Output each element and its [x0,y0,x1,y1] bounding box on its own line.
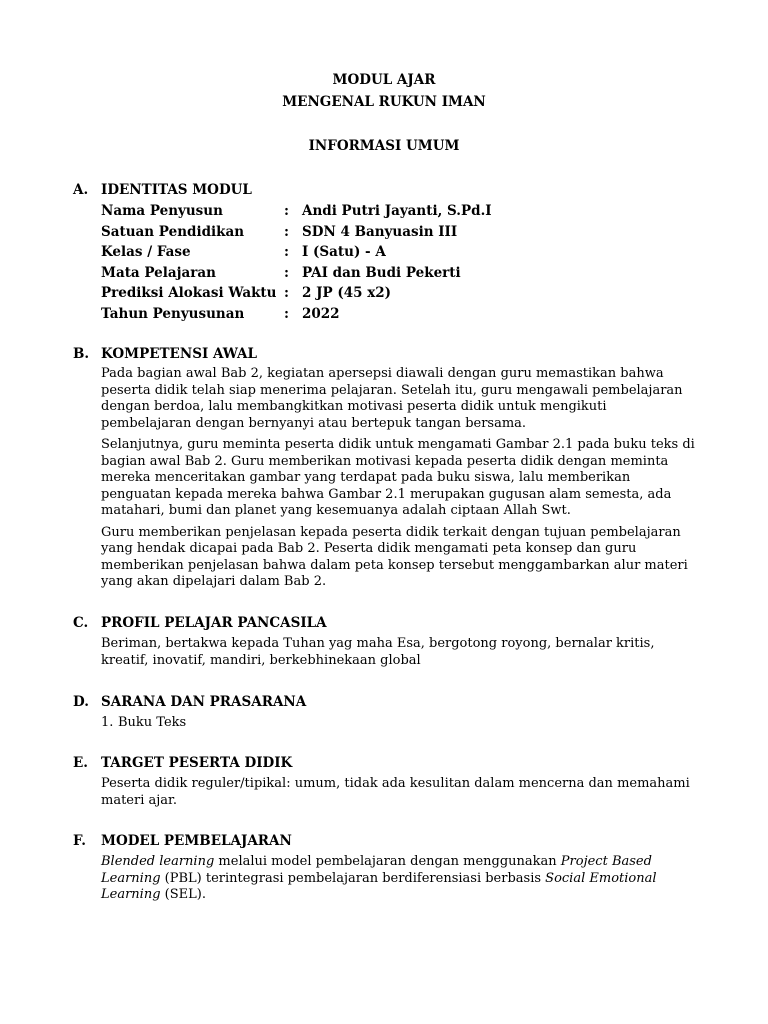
section-a-letter: A. [73,182,89,198]
module-subtitle: MENGENAL RUKUN IMAN [282,94,486,110]
identity-value: SDN 4 Banyuasin III [302,223,458,240]
identity-label: Tahun Penyusunan [101,305,245,322]
text-run: melalui model pembelajaran dengan menggunakan [214,854,561,869]
general-info-heading: INFORMASI UMUM [308,138,460,154]
text-run: (PBL) terintegrasi pembelajaran berdiferensiasi berbasis [160,870,546,886]
identity-label: Kelas / Fase [101,244,191,260]
section-d-title: SARANA DAN PRASARANA [101,694,307,710]
section-d-body [101,715,701,732]
italic-term: Social Emotional Learning [101,870,657,902]
italic-term: Project Based Learning [101,854,652,886]
identity-colon: : [284,305,289,322]
section-d-letter: D. [73,694,89,710]
section-e-title: TARGET PESERTA DIDIK [101,755,293,771]
identity-row [101,285,492,306]
identity-row [101,244,492,265]
identity-value: 2022 [302,305,340,322]
section-b-title: KOMPETENSI AWAL [101,346,258,362]
identity-value: 2 JP (45 x2) [302,285,392,301]
identity-row [101,203,492,224]
identity-colon: : [284,203,289,219]
identity-row [101,265,492,286]
section-e-letter: E. [73,755,88,771]
identity-label: Satuan Pendidikan [101,223,245,240]
paragraph: Guru memberikan penjelasan kepada peserta didik terkait dengan tujuan pembelajaran yang hendak dicapai pada Bab 2. Peserta didik mengamati peta konsep dan guru memberikan penjelasan bahwa dalam peta konsep tersebut menggambarkan alur materi yang akan dipelajari dalam Bab 2. [101,524,688,589]
italic-term: Blended learning [101,854,215,869]
identity-colon: : [284,223,289,240]
identity-value: Andi Putri Jayanti, S.Pd.I [302,203,492,219]
identity-label: Nama Penyusun [101,203,223,219]
identity-colon: : [284,285,289,301]
section-c-title: PROFIL PELAJAR PANCASILA [101,615,327,631]
text-run: (SEL). [160,887,206,902]
identity-row [101,306,492,327]
section-b-letter: B. [73,346,90,362]
list-item [101,715,701,732]
identity-colon: : [284,244,289,260]
list-text: Buku Teks [118,715,187,730]
paragraph: Peserta didik reguler/tipikal: umum, tidak ada kesulitan dalam mencerna dan memahami materi ajar. [101,776,690,808]
identity-row [101,224,492,245]
module-title: MODUL AJAR [332,72,436,88]
identity-value: PAI dan Budi Pekerti [302,264,461,281]
paragraph: Beriman, bertakwa kepada Tuhan yag maha Esa, bergotong royong, bernalar kritis, kreatif, inovatif, mandiri, berkebhinekaan global [101,636,655,668]
identity-colon: : [284,264,289,281]
identity-label: Mata Pelajaran [101,264,216,281]
section-f-title: MODEL PEMBELAJARAN [101,833,292,849]
identity-table [101,203,492,326]
section-f-body [101,854,701,909]
section-e-body [101,776,701,814]
identity-value: I (Satu) - A [302,244,386,260]
section-c-body [101,636,701,674]
section-b-body [101,366,701,596]
identity-label: Prediksi Alokasi Waktu [101,285,277,301]
section-c-letter: C. [73,615,89,631]
paragraph: Selanjutnya, guru meminta peserta didik untuk mengamati Gambar 2.1 pada buku teks di bagian awal Bab 2. Guru memberikan motivasi kepada peserta didik dengan meminta mereka menceritakan gambar yang terdapat pada buku siswa, lalu memberikan penguatan kepada mereka bahwa Gambar 2.1 merupakan gugusan alam semesta, ada matahari, bumi dan planet yang kesemuanya adalah ciptaan Allah Swt. [101,437,695,518]
paragraph [101,854,701,904]
section-a-title: IDENTITAS MODUL [101,182,252,198]
paragraph: Pada bagian awal Bab 2, kegiatan apersepsi diawali dengan guru memastikan bahwa peserta didik telah siap menerima pelajaran. Setelah itu, guru mengawali pembelajaran dengan berdoa, lalu membangkitkan motivasi peserta didik untuk mengikuti pembelajaran dengan bernyanyi atau bertepuk tangan bersama. [101,366,683,431]
list-number: 1. [101,715,114,730]
section-f-letter: F. [73,833,86,849]
